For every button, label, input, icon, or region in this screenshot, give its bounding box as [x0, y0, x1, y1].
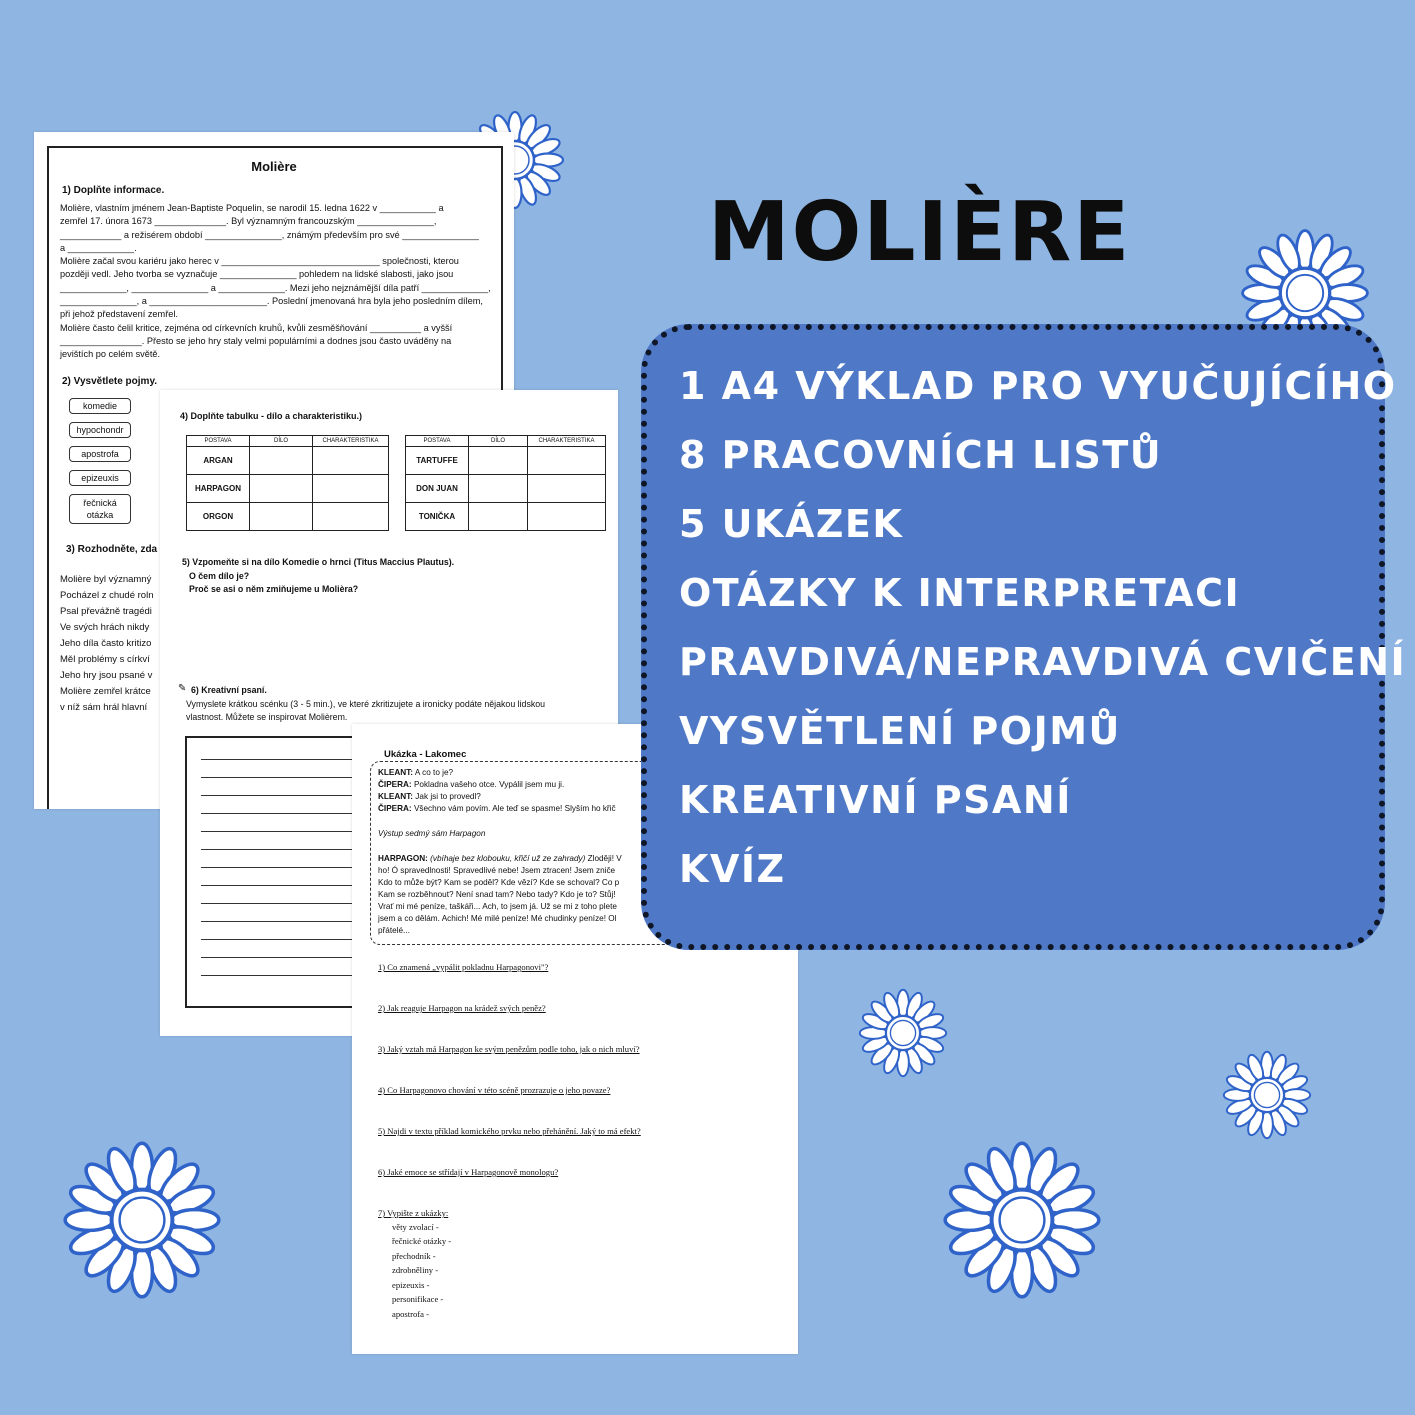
table-header: POSTAVA: [187, 436, 250, 447]
table-header: CHARAKTERISTIKA: [313, 436, 389, 447]
character-table-left: [186, 435, 389, 531]
monologue-line: přátelé...: [378, 926, 410, 935]
line-text: Všechno vám povím. Ale teď se spasme! Slyším ho křič: [411, 804, 616, 813]
paragraph-line: ____________ a režisérem období _______________, známým především pro své _______________: [60, 229, 479, 240]
task-5-question: O čem dílo je?: [189, 571, 250, 581]
features-card: [641, 324, 1407, 950]
extract-item: věty zvolací -: [392, 1222, 439, 1232]
statement: Ve svých hrách nikdy: [60, 622, 150, 633]
page-title: MOLIÈRE: [708, 185, 1132, 280]
task-6-heading: 6) Kreativní psaní.: [191, 685, 267, 695]
table-cell-character: TONIČKA: [406, 503, 469, 531]
paragraph-line: Molière, vlastním jménem Jean-Baptiste Poquelin, se narodil 15. ledna 1622 v ___________ a: [60, 203, 444, 213]
feature-item: 1 A4 VÝKLAD PRO VYUČUJÍCÍHO: [679, 364, 1397, 408]
line-text: Pokladna vašeho otce. Vypálil jsem mu ji.: [411, 780, 565, 789]
line-text: Zloději! V: [585, 854, 622, 863]
table-cell-character: ARGAN: [187, 447, 250, 475]
question: 4) Co Harpagonovo chování v této scéně prozrazuje o jeho povaze?: [378, 1085, 611, 1095]
speaker: KLEANT:: [378, 792, 414, 801]
feature-item: 5 UKÁZEK: [679, 502, 904, 546]
extract-item: přechodník -: [392, 1251, 436, 1261]
pencil-icon: ✎: [178, 683, 187, 694]
monologue-line: jsem a co dělám. Achich! Mé milé peníze! Mé chudinky peníze! Ol: [378, 914, 617, 923]
extract-item: personifikace -: [392, 1294, 444, 1304]
task-6-instruction: Vymyslete krátkou scénku (3 - 5 min.), ve které zkritizujete a ironicky podáte nějakou lidskou: [186, 699, 546, 709]
table-header: POSTAVA: [406, 436, 469, 447]
paragraph-line: a _____________.: [60, 242, 137, 253]
term-box: hypochondr: [69, 422, 131, 438]
extract-item: epizeuxis -: [392, 1280, 430, 1290]
statement: Molière zemřel krátce: [60, 686, 151, 697]
paragraph-line: zemřel 17. února 1673 ______________. Byl významným francouzským _______________,: [60, 216, 437, 227]
dialog-line: [378, 780, 564, 789]
task-6-instruction: vlastnost. Můžete se inspirovat Molièrem.: [186, 712, 348, 722]
extract-item: zdrobněliny -: [392, 1265, 439, 1275]
monologue-line: [378, 854, 622, 863]
feature-item: KVÍZ: [679, 847, 786, 891]
question: 7) Vypište z ukázky:: [378, 1208, 449, 1218]
task-3-heading: 3) Rozhodněte, zda: [66, 544, 158, 555]
monologue-line: Vrať mi mé peníze, taškáři... Ach, to jsem já. Už se mi z toho plete: [378, 902, 617, 911]
statement: v níž sám hrál hlavní: [60, 702, 148, 713]
flower-icon: [942, 1140, 1102, 1300]
feature-item: PRAVDIVÁ/NEPRAVDIVÁ CVIČENÍ: [679, 640, 1407, 684]
table-cell-character: ORGON: [187, 503, 250, 531]
paragraph-line: Molière často čelil kritice, zejména od církevních kruhů, kvůli zesměšňování __________ a vyšší: [60, 322, 453, 333]
statement: Jeho hry jsou psané v: [60, 670, 153, 681]
extract-item: řečnické otázky -: [392, 1236, 452, 1246]
speaker: KLEANT:: [378, 768, 414, 777]
fill-in-paragraph: [60, 202, 492, 362]
term-box: epizeuxis: [69, 470, 131, 486]
term-box: komedie: [69, 398, 131, 414]
statement: Měl problémy s církví: [60, 654, 150, 665]
feature-item: 8 PRACOVNÍCH LISTŮ: [679, 433, 1163, 477]
question: 6) Jaké emoce se střídají v Harpagonově monologu?: [378, 1167, 559, 1177]
question: 3) Jaký vztah má Harpagon ke svým penězům podle toho, jak o nich mluví?: [378, 1044, 640, 1054]
table-header: DÍLO: [469, 436, 528, 447]
paragraph-line: jevištích po celém světě.: [60, 349, 161, 360]
term-box: řečnická otázka: [69, 494, 131, 524]
table-header: DÍLO: [250, 436, 313, 447]
task-1-heading: 1) Doplňte informace.: [62, 185, 165, 196]
line-text: Jak jsi to provedl?: [413, 792, 481, 801]
task-5-question: Proč se asi o něm zmiňujeme u Molièra?: [189, 584, 359, 594]
flower-icon: [62, 1140, 222, 1300]
term-box: apostrofa: [69, 446, 131, 462]
statement: Jeho díla často kritizo: [60, 638, 152, 649]
monologue-line: Kdo to může být? Kam se poděl? Kde vězí? Kde se schoval? Co p: [378, 878, 620, 887]
extract-item: apostrofa -: [392, 1309, 429, 1319]
table-cell-character: TARTUFFE: [406, 447, 469, 475]
speaker: ČIPERA:: [378, 780, 412, 789]
paragraph-line: při jehož představení zemřel.: [60, 309, 178, 320]
flower-icon: [1222, 1050, 1312, 1140]
character-table-right: [405, 435, 606, 531]
monologue-line: ho! Ó spravedlnosti! Spravedlivé nebe! Jsem ztracen! Jsem zniče: [378, 866, 616, 875]
paragraph-line: ________________. Přesto se jeho hry staly velmi populárními a dodnes jsou často uváděny na: [60, 335, 452, 346]
speaker: ČIPERA:: [378, 804, 412, 813]
dialog-line: [378, 768, 453, 777]
flower-icon: [858, 988, 948, 1078]
statement: Molière byl významný: [60, 574, 152, 585]
sheet-title: Molière: [251, 159, 297, 174]
speaker: HARPAGON:: [378, 854, 428, 863]
statement: Pocházel z chudé roln: [60, 590, 154, 601]
table-cell-character: HARPAGON: [187, 475, 250, 503]
statement: Psal převážně tragédi: [60, 606, 152, 617]
question: 2) Jak reaguje Harpagon na krádež svých peněz?: [378, 1003, 546, 1013]
paragraph-line: později vedl. Jeho tvorba se vyznačuje _______________ pohledem na lidské slabosti, jako jsou: [60, 269, 454, 280]
table-header: CHARAKTERISTIKA: [528, 436, 606, 447]
question: 5) Najdi v textu příklad komického prvku nebo přehánění. Jaký to má efekt?: [378, 1126, 641, 1136]
excerpt-heading: Ukázka - Lakomec: [384, 749, 467, 760]
direction: (vbíhaje bez klobouku, křičí už ze zahrady): [427, 854, 586, 863]
task-4-heading: 4) Doplňte tabulku - dílo a charakteristiku.): [180, 411, 363, 421]
paragraph-line: Molière začal svou kariéru jako herec v _______________________________ společnosti, kterou: [60, 256, 459, 267]
feature-item: OTÁZKY K INTERPRETACI: [679, 571, 1241, 615]
stage-direction: Výstup sedmý sám Harpagon: [378, 829, 486, 838]
feature-item: VYSVĚTLENÍ POJMŮ: [679, 709, 1121, 753]
task-2-heading: 2) Vysvětlete pojmy.: [62, 376, 158, 387]
monologue-line: Kam se rozběhnout? Není snad tam? Nebo tady? Kdo je to? Stůj!: [378, 890, 616, 899]
task-5-heading: 5) Vzpomeňte si na dílo Komedie o hrnci (Titus Maccius Plautus).: [182, 557, 455, 567]
paragraph-line: _____________, _______________ a _____________. Mezi jeho nejznámější díla patří _____________,: [60, 282, 491, 293]
dialog-line: [378, 792, 481, 801]
line-text: A co to je?: [413, 768, 454, 777]
feature-item: KREATIVNÍ PSANÍ: [679, 778, 1072, 822]
dialog-line: [378, 804, 616, 813]
paragraph-line: _______________, a _______________________. Poslední jmenovaná hra byla jeho posledním dílem,: [60, 296, 483, 307]
table-cell-character: DON JUAN: [406, 475, 469, 503]
question: 1) Co znamená „vypálit pokladnu Harpagonovi"?: [378, 962, 549, 972]
